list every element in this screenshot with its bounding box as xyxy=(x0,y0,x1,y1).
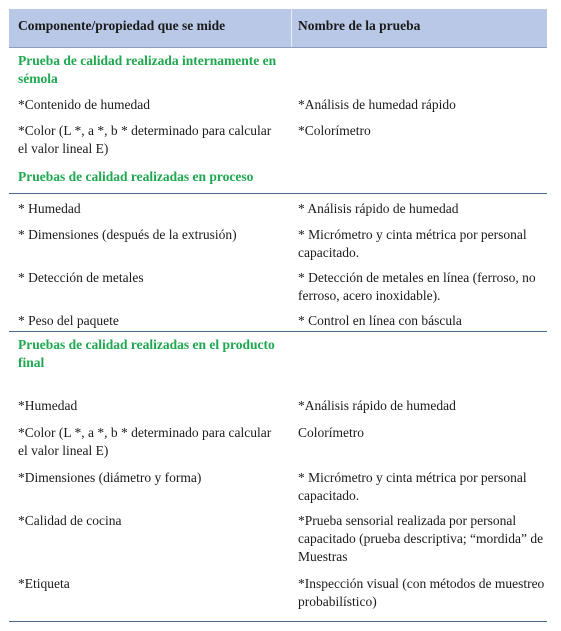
table-cell-test: *Análisis de humedad rápido xyxy=(298,97,456,112)
section-title-semola: Prueba de calidad realizada internamente en sémola xyxy=(18,53,277,86)
table-cell-component: * Detección de metales xyxy=(18,270,144,285)
table-cell-component: * Humedad xyxy=(18,201,81,216)
quality-tests-table xyxy=(9,9,547,609)
header-test-name: Nombre de la prueba xyxy=(298,18,421,33)
table-cell-component: *Humedad xyxy=(18,398,78,413)
table-cell-component: *Color (L *, a *, b * determinado para calcular el valor lineal E) xyxy=(18,123,272,156)
table-cell-component: *Contenido de humedad xyxy=(18,97,150,112)
table-cell-component: * Peso del paquete xyxy=(18,313,119,328)
table-cell-component: *Dimensiones (diámetro y forma) xyxy=(18,470,202,485)
section-divider xyxy=(9,331,547,332)
table-cell-test: *Análisis rápido de humedad xyxy=(298,398,456,413)
table-cell-test: * Detección de metales en línea (ferroso, no ferroso, acero inoxidable). xyxy=(298,270,536,303)
table-cell-test: *Inspección visual (con métodos de muestreo probabilístico) xyxy=(298,576,545,609)
table-cell-test: * Análisis rápido de humedad xyxy=(298,201,459,216)
table-cell-component: * Dimensiones (después de la extrusión) xyxy=(18,227,237,242)
table-header xyxy=(9,9,547,48)
header-divider xyxy=(291,9,292,47)
section-divider xyxy=(9,193,547,194)
table-cell-test: *Prueba sensorial realizada por personal capacitado (prueba descriptiva; “mordida” de Muestras xyxy=(298,513,544,564)
table-cell-component: *Calidad de cocina xyxy=(18,513,122,528)
table-bottom-rule xyxy=(9,621,547,622)
table-cell-component: *Etiqueta xyxy=(18,576,70,591)
table-cell-test: Colorímetro xyxy=(298,425,364,440)
table-cell-test: * Micrómetro y cinta métrica por personal capacitado. xyxy=(298,227,527,260)
section-title-in-process: Pruebas de calidad realizadas en proceso xyxy=(18,169,254,184)
table-cell-test: *Colorímetro xyxy=(298,123,371,138)
section-title-final-product: Pruebas de calidad realizadas en el producto final xyxy=(18,337,275,370)
table-cell-test: * Micrómetro y cinta métrica por personal capacitado. xyxy=(298,470,527,503)
table-cell-test: * Control en línea con báscula xyxy=(298,313,462,328)
header-component: Componente/propiedad que se mide xyxy=(18,18,226,33)
table-cell-component: *Color (L *, a *, b * determinado para calcular el valor lineal E) xyxy=(18,425,272,458)
